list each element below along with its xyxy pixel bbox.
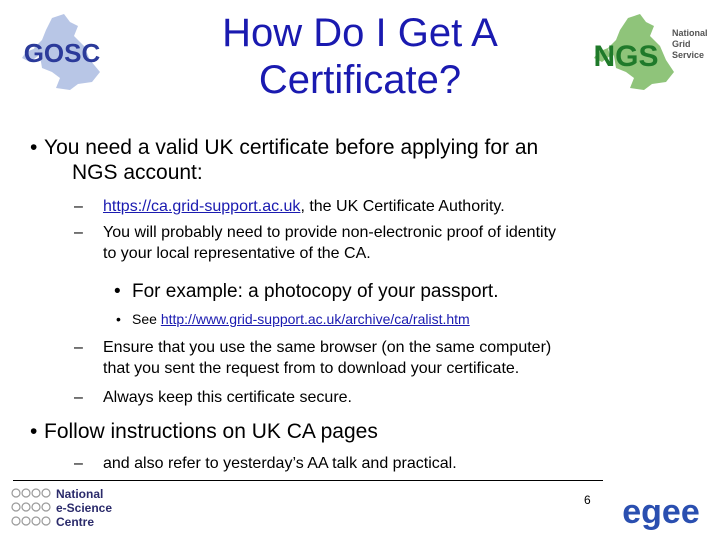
bullet-marker: • xyxy=(30,420,38,443)
bullet-1-line-2: NGS account: xyxy=(72,161,203,184)
nesc-text-2: e-Science xyxy=(56,501,113,515)
nesc-logo xyxy=(10,485,125,530)
bullet-2: Follow instructions on UK CA pages xyxy=(44,420,378,443)
dash-marker: – xyxy=(74,224,83,241)
ngs-tagline-3: Service xyxy=(672,50,705,60)
sub-4: Always keep this certificate secure. xyxy=(103,389,352,406)
dash-marker: – xyxy=(74,389,83,406)
bullet-1-line-1: You need a valid UK certificate before applying for an xyxy=(44,136,539,159)
gosc-logo xyxy=(12,12,112,94)
egee-logo xyxy=(606,490,716,532)
ca-link[interactable]: https://ca.grid-support.ac.uk xyxy=(103,198,301,215)
sub-3-line-1: Ensure that you use the same browser (on the same computer) xyxy=(103,339,552,356)
ngs-logo xyxy=(588,14,713,96)
bullet-marker: • xyxy=(114,281,121,302)
nesc-circles-icon xyxy=(12,489,50,525)
dash-marker: – xyxy=(74,198,83,215)
bullet-marker: • xyxy=(116,311,121,327)
sub-1 xyxy=(103,196,505,217)
page-number: 6 xyxy=(584,493,591,507)
tertiary-1: For example: a photocopy of your passport. xyxy=(132,281,499,302)
fourth-1 xyxy=(132,310,470,328)
nesc-text-1: National xyxy=(56,487,104,501)
title-line-2: Certificate? xyxy=(258,58,462,102)
fourth-1-prefix: See xyxy=(132,311,161,327)
dash-marker: – xyxy=(74,455,83,472)
nesc-text-3: Centre xyxy=(56,515,95,529)
title-line-1: How Do I Get A xyxy=(222,11,498,55)
footer-rule xyxy=(13,480,603,481)
sub-2-line-2: to your local representative of the CA. xyxy=(103,245,371,262)
egee-logo-text: egee xyxy=(622,493,700,531)
dash-marker: – xyxy=(74,339,83,356)
sub-2-line-1: You will probably need to provide non-electronic proof of identity xyxy=(103,224,557,241)
bullet-marker: • xyxy=(30,136,38,159)
sub-3-line-2: that you sent the request from to download your certificate. xyxy=(103,360,520,377)
ngs-tagline-2: Grid xyxy=(672,39,691,49)
sub-5: and also refer to yesterday’s AA talk and practical. xyxy=(103,455,457,472)
ralist-link[interactable]: http://www.grid-support.ac.uk/archive/ca/ralist.htm xyxy=(160,311,470,327)
ngs-logo-text: NGS xyxy=(593,40,659,73)
ngs-tagline-1: National xyxy=(672,28,708,38)
slide-title xyxy=(190,10,530,104)
gosc-logo-text: GOSC xyxy=(23,38,101,68)
sub-1-rest: , the UK Certificate Authority. xyxy=(300,198,505,215)
